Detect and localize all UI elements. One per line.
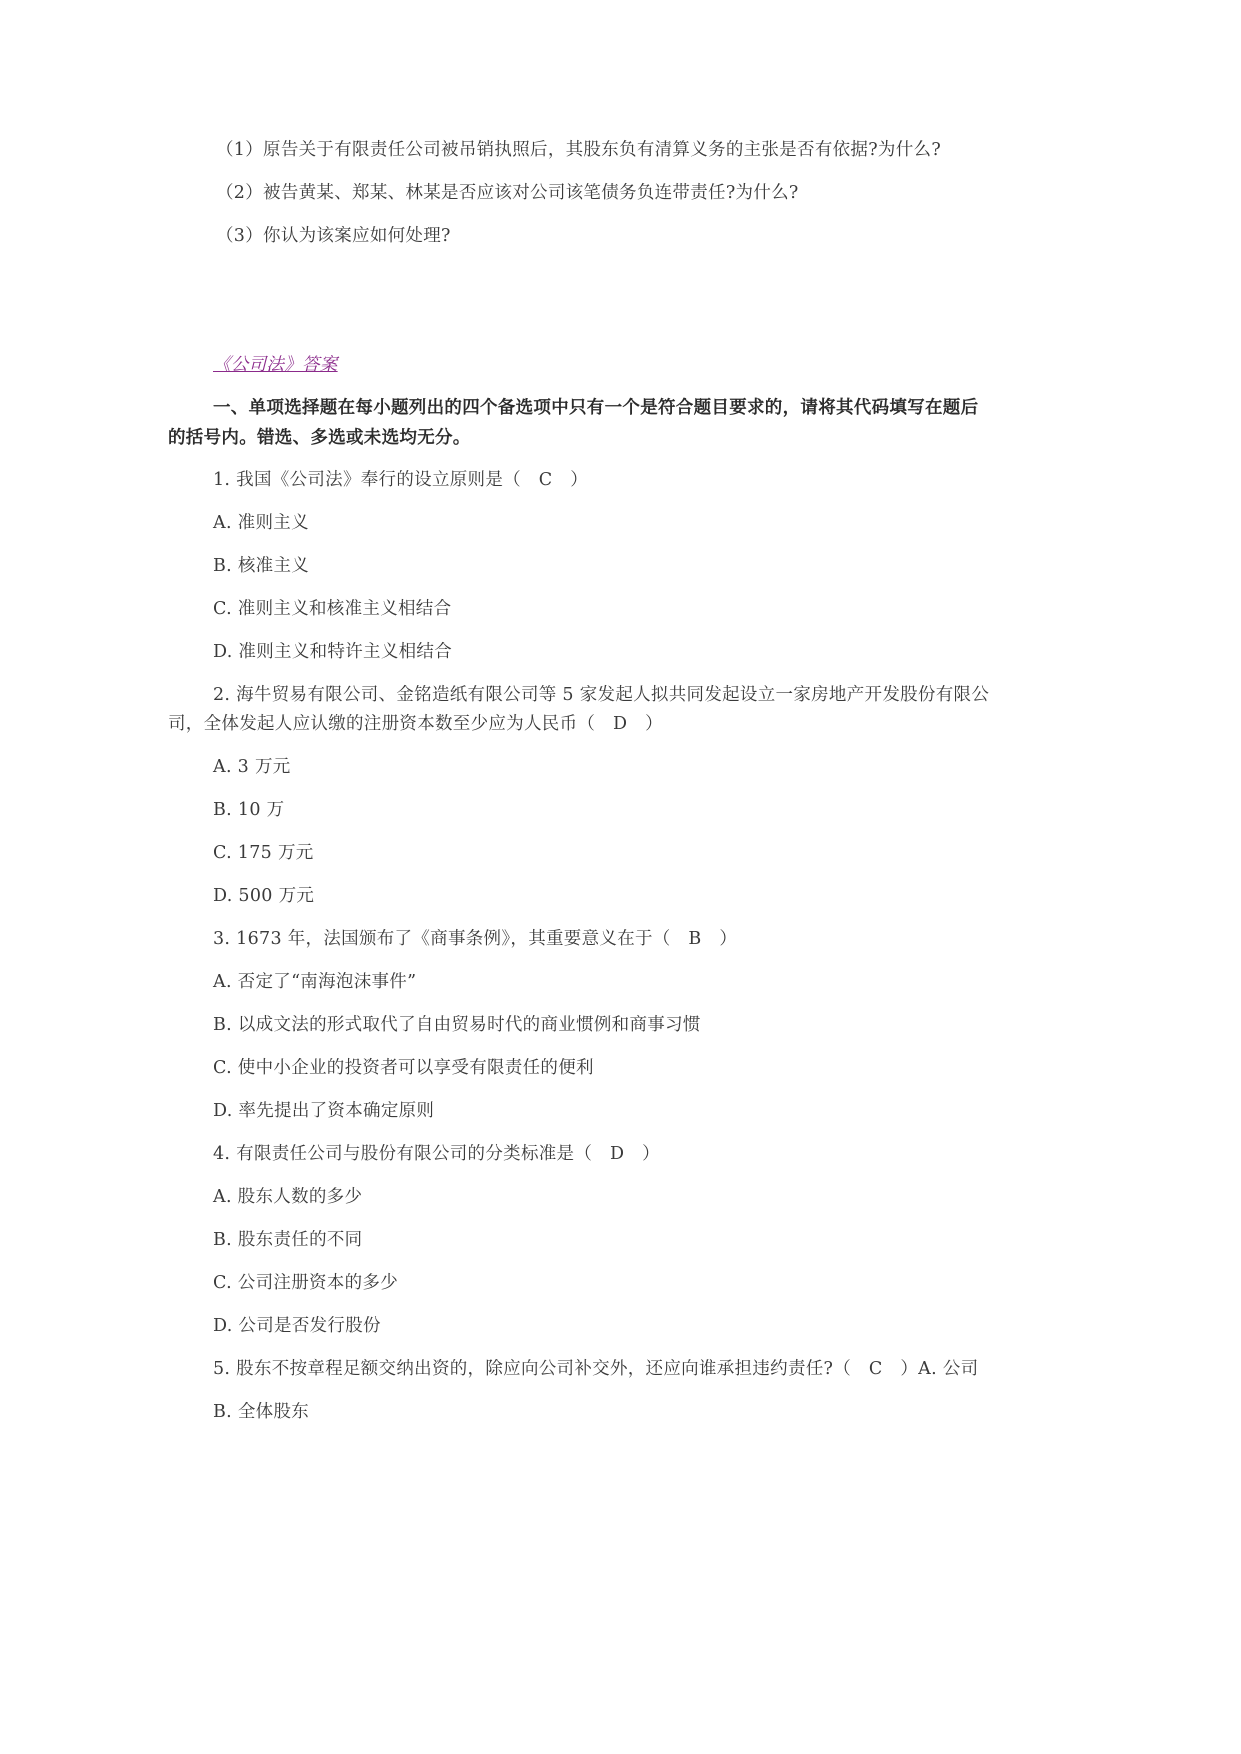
answer-title[interactable]: 《公司法》答案 (213, 355, 338, 375)
question-2-option-d: D. 500 万元 (213, 886, 315, 906)
question-3-option-d: D. 率先提出了资本确定原则 (213, 1101, 435, 1121)
question-4-option-d: D. 公司是否发行股份 (213, 1316, 381, 1336)
question-5-stem: 5. 股东不按章程足额交纳出资的，除应向公司补交外，还应向谁承担违约责任?（ C ）A. 公司 (213, 1359, 979, 1379)
question-1-stem: 1. 我国《公司法》奉行的设立原则是（ C ） (213, 470, 589, 490)
question-3-option-c: C. 使中小企业的投资者可以享受有限责任的便利 (213, 1058, 594, 1078)
question-3-option-a: A. 否定了“南海泡沫事件” (213, 972, 417, 992)
section-heading-line1: 一、单项选择题在每小题列出的四个备选项中只有一个是符合题目要求的，请将其代码填写在题后 (213, 398, 979, 418)
question-2-option-c: C. 175 万元 (213, 843, 314, 863)
question-4-option-a: A. 股东人数的多少 (213, 1187, 363, 1207)
question-1-option-d: D. 准则主义和特许主义相结合 (213, 642, 453, 662)
question-2-stem-line2: 司，全体发起人应认缴的注册资本数至少应为人民币（ D ） (168, 714, 663, 734)
question-2-stem-line1: 2. 海牛贸易有限公司、金铭造纸有限公司等 5 家发起人拟共同发起设立一家房地产开发股份有限公 (213, 685, 990, 705)
question-3-option-b: B. 以成文法的形式取代了自由贸易时代的商业惯例和商事习惯 (213, 1015, 701, 1035)
question-2-option-b: B. 10 万 (213, 800, 285, 820)
question-1-option-b: B. 核准主义 (213, 556, 310, 576)
case-question-1: （1）原告关于有限责任公司被吊销执照后，其股东负有清算义务的主张是否有依据?为什么? (216, 140, 941, 160)
case-question-3: （3）你认为该案应如何处理? (216, 226, 451, 246)
question-2-option-a: A. 3 万元 (213, 757, 291, 777)
section-heading-line2: 的括号内。错选、多选或未选均无分。 (168, 428, 471, 448)
case-question-2: （2）被告黄某、郑某、林某是否应该对公司该笔债务负连带责任?为什么? (216, 183, 799, 203)
question-1-option-c: C. 准则主义和核准主义相结合 (213, 599, 452, 619)
question-1-option-a: A. 准则主义 (213, 513, 309, 533)
question-5-option-b: B. 全体股东 (213, 1402, 310, 1422)
question-3-stem: 3. 1673 年，法国颁布了《商事条例》，其重要意义在于（ B ） (213, 929, 738, 949)
question-4-stem: 4. 有限责任公司与股份有限公司的分类标准是（ D ） (213, 1144, 660, 1164)
question-4-option-b: B. 股东责任的不同 (213, 1230, 363, 1250)
question-4-option-c: C. 公司注册资本的多少 (213, 1273, 398, 1293)
